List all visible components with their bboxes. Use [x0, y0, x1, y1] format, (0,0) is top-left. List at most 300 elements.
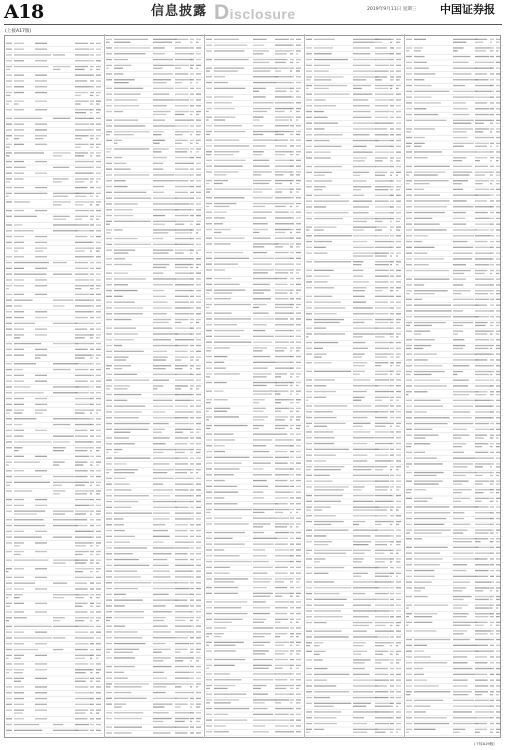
table-cell-text	[214, 581, 234, 582]
table-cell-text	[306, 302, 312, 303]
table-cell-text	[214, 587, 238, 588]
table-cell-text	[275, 313, 291, 314]
table-cell-text	[290, 668, 292, 669]
table-cell-text	[496, 385, 501, 386]
table-cell-text	[396, 553, 399, 554]
table-cell-text	[314, 88, 329, 89]
table-cell-text	[206, 145, 212, 146]
table-cell-text	[375, 431, 390, 432]
table-cell-text	[206, 330, 212, 331]
table-cell-text	[190, 73, 194, 74]
table-cell-text	[214, 336, 240, 337]
table-cell-text	[6, 436, 12, 437]
table-cell-text	[253, 76, 278, 77]
table-cell-text	[375, 365, 381, 366]
table-cell-text	[353, 362, 367, 363]
table-cell-text	[75, 288, 81, 289]
table-cell-text	[35, 250, 43, 251]
table-cell-text	[475, 558, 487, 559]
table-cell-text	[353, 642, 366, 643]
table-cell-text	[90, 424, 94, 425]
table-cell-text	[175, 357, 188, 358]
table-cell-text	[153, 244, 177, 245]
table-cell-text	[290, 486, 294, 487]
table-cell-text	[375, 605, 389, 606]
table-cell-text	[406, 146, 411, 147]
table-cell-text	[314, 486, 349, 487]
table-cell-text	[106, 290, 112, 291]
table-cell-text	[306, 229, 310, 230]
table-cell-text	[406, 435, 412, 436]
table-cell-text	[14, 274, 46, 275]
table-cell-text	[175, 186, 190, 187]
table-cell-text	[406, 137, 412, 138]
table-cell-text	[196, 576, 201, 577]
table-cell-text	[406, 706, 412, 707]
table-cell-text	[353, 134, 370, 135]
table-cell-text	[490, 218, 494, 219]
table-cell-text	[290, 593, 294, 594]
table-cell-text	[106, 174, 112, 175]
table-cell-text	[496, 437, 499, 438]
table-cell-text	[114, 374, 137, 375]
table-cell-text	[196, 88, 201, 89]
table-cell-text	[306, 732, 310, 733]
table-cell-text	[206, 313, 212, 314]
table-cell-text	[496, 128, 501, 129]
table-cell-text	[214, 391, 224, 392]
table-cell-text	[306, 423, 312, 424]
table-cell-text	[196, 501, 201, 502]
table-cell-text	[175, 611, 192, 612]
table-cell-text	[53, 583, 67, 584]
table-cell-text	[475, 47, 490, 48]
table-cell-text	[275, 425, 288, 426]
table-cell-text	[96, 118, 101, 119]
table-cell-text	[106, 400, 112, 401]
table-cell-text	[390, 85, 394, 86]
table-cell-text	[114, 513, 152, 514]
table-cell-text	[496, 189, 501, 190]
table-cell-text	[406, 206, 412, 207]
table-cell-text	[106, 258, 112, 259]
table-cell-text	[106, 698, 112, 699]
table-cell-text	[490, 411, 494, 412]
table-cell-text	[314, 59, 348, 60]
table-cell-text	[390, 195, 394, 196]
table-cell-text	[306, 455, 312, 456]
table-cell-text	[90, 375, 94, 376]
table-cell-text	[496, 492, 499, 493]
table-cell-text	[290, 457, 294, 458]
table-cell-text	[475, 489, 491, 490]
table-cell-text	[253, 650, 269, 651]
table-cell-text	[396, 47, 401, 48]
table-cell-text	[290, 318, 294, 319]
table-cell-text	[6, 118, 12, 119]
table-cell-text	[475, 172, 491, 173]
table-cell-text	[114, 59, 128, 60]
table-cell-text	[206, 307, 209, 308]
table-cell-text	[253, 174, 261, 175]
table-cell-text	[390, 189, 393, 190]
table-cell-text	[90, 577, 94, 578]
table-cell-text	[175, 203, 189, 204]
table-cell-text	[375, 99, 391, 100]
table-cell-text	[453, 224, 466, 225]
table-cell-text	[214, 486, 237, 487]
table-cell-text	[375, 558, 391, 559]
table-cell-text	[214, 183, 223, 184]
table-cell-text	[75, 112, 86, 113]
table-cell-text	[414, 235, 428, 236]
table-cell-text	[353, 706, 366, 707]
table-cell-text	[14, 386, 30, 387]
table-cell-text	[206, 373, 212, 374]
table-cell-text	[153, 518, 169, 519]
table-cell-text	[253, 102, 273, 103]
table-cell-text	[453, 322, 473, 323]
table-cell-text	[6, 464, 9, 465]
table-cell-text	[214, 347, 230, 348]
table-cell-text	[90, 464, 93, 465]
table-cell-text	[496, 443, 501, 444]
table-cell-text	[406, 322, 412, 323]
table-cell-text	[214, 119, 225, 120]
table-cell-text	[453, 279, 466, 280]
table-cell-text	[90, 147, 93, 148]
table-cell-text	[414, 264, 429, 265]
table-cell-text	[14, 424, 22, 425]
table-cell-text	[314, 489, 344, 490]
table-cell-text	[35, 499, 47, 500]
table-cell-text	[196, 339, 201, 340]
table-cell-text	[414, 114, 438, 115]
table-cell-text	[96, 398, 101, 399]
table-cell-text	[414, 443, 430, 444]
table-cell-text	[196, 643, 201, 644]
table-cell-text	[96, 669, 101, 670]
table-cell-text	[196, 374, 201, 375]
table-cell-text	[490, 157, 494, 158]
table-cell-text	[490, 717, 494, 718]
table-cell-text	[114, 463, 126, 464]
table-cell-text	[35, 86, 47, 87]
table-cell-text	[406, 131, 411, 132]
table-cell-text	[490, 394, 493, 395]
table-cell-text	[190, 666, 194, 667]
table-cell-text	[214, 88, 245, 89]
table-cell-text	[290, 304, 294, 305]
table-cell-text	[90, 597, 92, 598]
table-cell-text	[106, 224, 110, 225]
table-cell-text	[90, 43, 94, 44]
table-cell-text	[96, 288, 100, 289]
table-cell-text	[496, 73, 501, 74]
table-cell-text	[96, 542, 101, 543]
table-cell-text	[314, 680, 327, 681]
table-cell-text	[396, 195, 401, 196]
table-cell-text	[296, 223, 301, 224]
table-cell-text	[114, 94, 141, 95]
table-cell-text	[14, 597, 20, 598]
table-cell-text	[353, 328, 378, 329]
table-cell-text	[490, 42, 492, 43]
table-cell-text	[253, 111, 267, 112]
table-cell-text	[406, 47, 412, 48]
table-cell-text	[106, 278, 112, 279]
table-cell-text	[453, 235, 474, 236]
table-cell-text	[375, 354, 390, 355]
table-cell-text	[106, 437, 112, 438]
table-cell-text	[353, 88, 362, 89]
table-cell-text	[253, 232, 259, 233]
table-cell-text	[306, 47, 312, 48]
table-cell-text	[496, 553, 501, 554]
table-cell-text	[406, 512, 412, 513]
table-cell-text	[390, 501, 394, 502]
table-cell-text	[35, 678, 47, 679]
table-cell-text	[496, 694, 499, 695]
table-cell-text	[35, 124, 47, 125]
table-cell-text	[475, 553, 491, 554]
table-cell-text	[153, 65, 174, 66]
table-cell-text	[375, 553, 384, 554]
table-cell-text	[453, 481, 469, 482]
section-title-english	[214, 1, 296, 24]
table-cell-text	[296, 694, 301, 695]
table-cell-text	[114, 163, 126, 164]
table-cell-text	[6, 537, 12, 538]
table-cell-text	[475, 651, 490, 652]
table-cell-text	[75, 537, 92, 538]
table-cell-text	[206, 512, 211, 513]
table-cell-text	[375, 411, 388, 412]
table-cell-text	[414, 290, 448, 291]
table-cell-text	[196, 495, 201, 496]
table-cell-text	[390, 59, 394, 60]
table-cell-text	[96, 363, 101, 364]
table-cell-text	[353, 117, 372, 118]
table-cell-text	[175, 140, 188, 141]
table-cell-text	[153, 678, 167, 679]
table-cell-text	[453, 218, 465, 219]
table-cell-text	[214, 180, 228, 181]
table-cell-text	[175, 169, 188, 170]
table-cell-text	[153, 388, 158, 389]
table-cell-text	[490, 680, 494, 681]
table-cell-text	[275, 243, 289, 244]
table-cell-text	[296, 636, 299, 637]
table-cell-text	[196, 313, 201, 314]
table-cell-text	[453, 599, 464, 600]
table-cell-text	[375, 356, 387, 357]
table-cell-text	[14, 305, 22, 306]
table-cell-text	[96, 43, 101, 44]
table-cell-text	[214, 39, 239, 40]
table-cell-text	[90, 672, 93, 673]
table-cell-text	[390, 405, 394, 406]
table-cell-text	[190, 452, 193, 453]
table-cell-text	[90, 196, 93, 197]
table-cell-text	[253, 518, 276, 519]
table-cell-text	[206, 391, 212, 392]
table-cell-text	[296, 151, 301, 152]
table-cell-text	[496, 62, 501, 63]
table-cell-text	[475, 706, 491, 707]
table-cell-text	[390, 717, 394, 718]
table-cell-text	[206, 252, 212, 253]
table-cell-text	[253, 391, 277, 392]
table-cell-text	[390, 140, 394, 141]
table-cell-text	[114, 443, 135, 444]
table-cell-text	[6, 669, 12, 670]
table-cell-text	[475, 284, 491, 285]
table-cell-text	[196, 536, 201, 537]
table-cell-text	[306, 437, 312, 438]
table-cell-text	[53, 560, 78, 561]
table-cell-text	[6, 268, 12, 269]
table-cell-text	[414, 616, 432, 617]
table-cell-text	[306, 276, 312, 277]
table-cell-text	[314, 703, 351, 704]
table-cell-text	[196, 333, 201, 334]
table-cell-text	[196, 368, 200, 369]
table-cell-text	[490, 258, 494, 259]
table-cell-text	[375, 140, 390, 141]
table-cell-text	[290, 480, 294, 481]
table-cell-text	[206, 102, 212, 103]
table-cell-text	[153, 605, 166, 606]
table-cell-text	[396, 561, 400, 562]
table-cell-text	[390, 610, 394, 611]
table-cell-text	[6, 672, 9, 673]
table-cell-text	[306, 152, 312, 153]
table-cell-text	[114, 380, 149, 381]
column-divider	[104, 34, 105, 738]
table-cell-text	[35, 412, 43, 413]
table-cell-text	[390, 99, 394, 100]
table-cell-text	[390, 229, 392, 230]
table-cell-text	[306, 253, 312, 254]
table-cell-text	[175, 706, 181, 707]
table-cell-text	[14, 109, 24, 110]
table-cell-text	[175, 148, 189, 149]
table-cell-text	[75, 285, 89, 286]
table-cell-text	[296, 166, 301, 167]
table-cell-text	[453, 729, 465, 730]
table-cell-text	[296, 593, 301, 594]
table-cell-text	[414, 564, 440, 565]
table-cell-text	[96, 317, 101, 318]
table-cell-text	[196, 186, 201, 187]
table-cell-text	[375, 625, 386, 626]
table-cell-text	[306, 79, 311, 80]
table-cell-text	[90, 69, 92, 70]
table-cell-text	[453, 385, 468, 386]
table-cell-text	[306, 99, 312, 100]
table-cell-text	[314, 437, 335, 438]
table-cell-text	[53, 637, 65, 638]
table-cell-text	[390, 723, 394, 724]
table-cell-text	[190, 99, 194, 100]
table-cell-text	[396, 247, 401, 248]
table-cell-text	[475, 189, 489, 190]
table-cell-text	[90, 135, 94, 136]
table-cell-text	[475, 380, 489, 381]
table-cell-text	[6, 730, 12, 731]
table-cell-text	[96, 597, 100, 598]
table-cell-text	[396, 610, 401, 611]
table-cell-text	[275, 171, 292, 172]
table-cell-text	[296, 497, 301, 498]
table-cell-text	[290, 645, 292, 646]
table-cell-text	[6, 430, 12, 431]
table-cell-text	[106, 594, 112, 595]
table-cell-text	[406, 700, 412, 701]
table-cell-text	[214, 117, 235, 118]
table-cell-text	[14, 144, 24, 145]
table-cell-text	[6, 606, 10, 607]
table-cell-text	[96, 369, 101, 370]
table-cell-text	[190, 417, 194, 418]
table-cell-text	[90, 430, 94, 431]
table-cell-text	[414, 437, 426, 438]
table-cell-text	[214, 578, 248, 579]
table-cell-text	[153, 215, 165, 216]
table-cell-text	[306, 385, 312, 386]
table-cell-text	[306, 39, 312, 40]
table-cell-text	[190, 319, 194, 320]
table-cell-text	[175, 565, 190, 566]
table-cell-text	[406, 492, 411, 493]
table-cell-text	[14, 80, 24, 81]
table-cell-text	[114, 652, 133, 653]
table-cell-text	[206, 180, 212, 181]
table-cell-text	[314, 431, 333, 432]
table-cell-text	[275, 526, 287, 527]
table-cell-text	[90, 256, 94, 257]
table-cell-text	[496, 674, 501, 675]
table-cell-text	[490, 547, 494, 548]
table-cell-text	[153, 463, 169, 464]
table-cell-text	[396, 405, 401, 406]
table-cell-text	[353, 212, 369, 213]
table-cell-text	[406, 625, 408, 626]
table-cell-text	[396, 703, 401, 704]
table-cell-text	[75, 476, 88, 477]
table-cell-text	[214, 688, 228, 689]
table-cell-text	[214, 269, 225, 270]
table-cell-text	[114, 125, 145, 126]
table-cell-text	[414, 622, 432, 623]
table-cell-text	[214, 725, 226, 726]
table-cell-text	[96, 343, 101, 344]
table-cell-text	[290, 402, 294, 403]
table-cell-text	[90, 542, 94, 543]
table-cell-text	[206, 636, 209, 637]
table-cell-text	[175, 429, 191, 430]
table-cell-text	[496, 481, 501, 482]
table-cell-text	[375, 172, 387, 173]
table-cell-text	[290, 307, 293, 308]
table-cell-text	[496, 56, 501, 57]
table-cell-text	[290, 518, 294, 519]
table-cell-text	[175, 151, 187, 152]
table-cell-text	[314, 123, 338, 124]
table-cell-text	[296, 549, 301, 550]
table-cell-text	[296, 356, 301, 357]
